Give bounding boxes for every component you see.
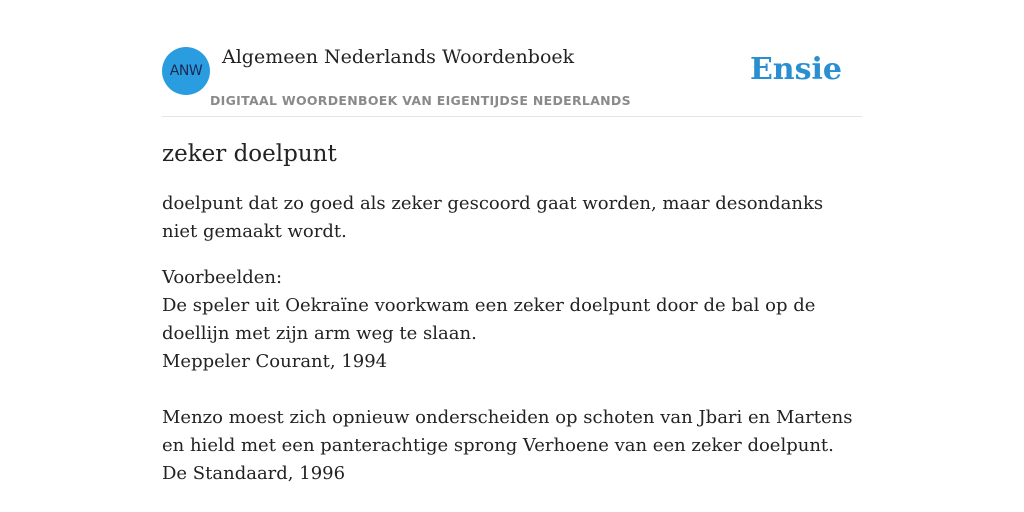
example-source: Meppeler Courant, 1994 — [162, 351, 388, 372]
examples-section — [162, 264, 862, 488]
example-quote: Menzo moest zich opnieuw onderscheiden op schoten van Jbari en Martens en hield met een panterachtige sprong Verhoene van een zeker doelpunt. — [162, 407, 853, 456]
example-quote: De speler uit Oekraïne voorkwam een zeker doelpunt door de bal op de doellijn met zijn arm weg te slaan. — [162, 295, 816, 344]
entry-definition: doelpunt dat zo goed als zeker gescoord gaat worden, maar desondanks niet gemaakt wordt. — [162, 193, 824, 242]
ensie-brand-link[interactable]: Ensie — [749, 52, 842, 87]
site-subtitle: DIGITAAL WOORDENBOEK VAN EIGENTIJDSE NEDERLANDS — [210, 93, 631, 108]
entry-term: zeker doelpunt — [162, 141, 337, 167]
site-title[interactable]: Algemeen Nederlands Woordenboek — [222, 46, 575, 68]
example-item — [162, 404, 862, 488]
example-item — [162, 292, 862, 376]
entry-content — [162, 138, 862, 488]
site-header — [162, 46, 862, 117]
example-source: De Standaard, 1996 — [162, 463, 346, 484]
examples-heading: Voorbeelden: — [162, 267, 283, 288]
anw-logo[interactable]: ANW — [162, 47, 210, 95]
